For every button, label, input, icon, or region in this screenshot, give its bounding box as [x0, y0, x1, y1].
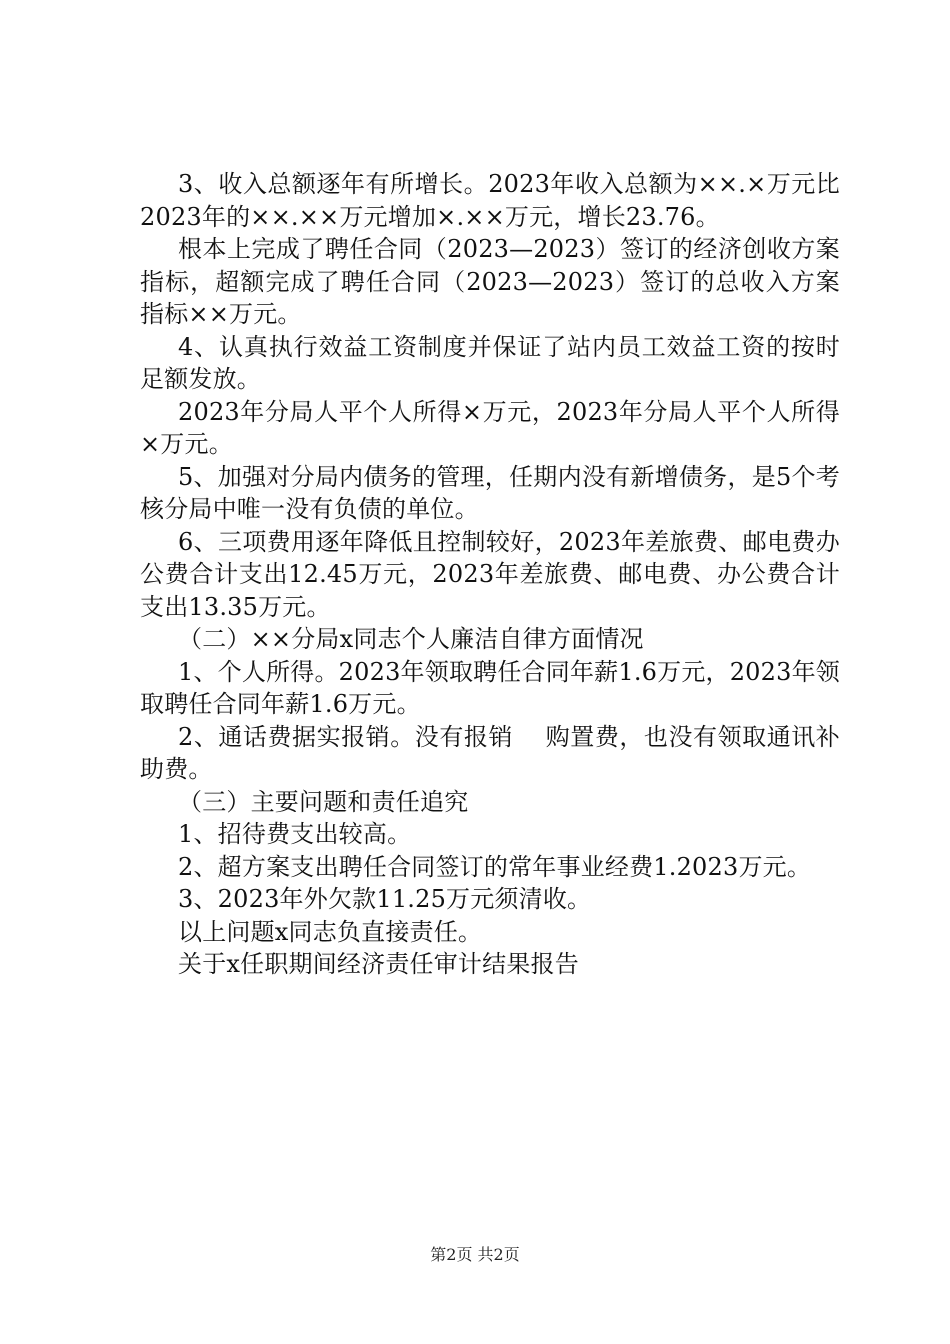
section-heading-problems: （三）主要问题和责任追究	[178, 787, 469, 816]
paragraph-hospitality-expense: 1、招待费支出较高。	[178, 820, 412, 848]
paragraph-income-growth: 3、收入总额逐年有所增长。2023年收入总额为××.×万元比2023年的××.××万元增加×.××万元，增长23.76。	[140, 170, 840, 231]
paragraph-responsibility: 以上问题x同志负直接责任。	[178, 917, 483, 946]
document-body	[140, 168, 840, 981]
page-footer: 第2页 共2页	[430, 1245, 520, 1264]
paragraph-personal-income: 1、个人所得。2023年领取聘任合同年薪1.6万元，2023年领取聘任合同年薪1.6万元。	[140, 657, 840, 718]
section-heading-integrity: （二）××分局x同志个人廉洁自律方面情况	[178, 625, 644, 653]
paragraph-outstanding-debt: 3、2023年外欠款11.25万元须清收。	[178, 885, 592, 913]
paragraph-expense-control: 6、三项费用逐年降低且控制较好，2023年差旅费、邮电费办公费合计支出12.45万元，2023年差旅费、邮电费、办公费合计支出13.35万元。	[140, 527, 840, 621]
paragraph-phone-expenses: 2、通话费据实报销。没有报销 购置费，也没有领取通讯补助费。	[140, 722, 840, 783]
paragraph-report-title: 关于x任职期间经济责任审计结果报告	[178, 950, 579, 978]
paragraph-wage-system: 4、认真执行效益工资制度并保证了站内员工效益工资的按时足额发放。	[140, 332, 840, 393]
paragraph-over-budget: 2、超方案支出聘任合同签订的常年事业经费1.2023万元。	[178, 852, 812, 881]
paragraph-contract-targets: 根本上完成了聘任合同（2023—2023）签订的经济创收方案指标，超额完成了聘任合同（2023—2023）签订的总收入方案指标××万元。	[140, 235, 840, 328]
paragraph-debt-management: 5、加强对分局内债务的管理，任期内没有新增债务，是5个考核分局中唯一没有负债的单位。	[140, 462, 840, 523]
paragraph-per-capita-income: 2023年分局人平个人所得×万元，2023年分局人平个人所得×万元。	[140, 397, 840, 458]
